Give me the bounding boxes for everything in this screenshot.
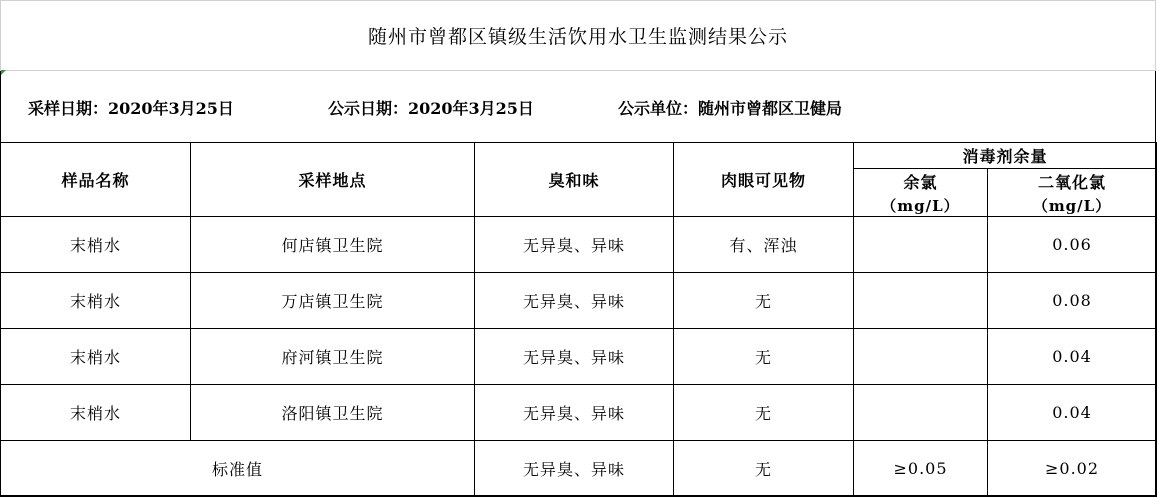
header-visible: 肉眼可见物 [674,143,854,217]
cell-odor: 无异臭、异味 [475,329,674,385]
header-chlorine-unit: （mg/L） [881,196,960,215]
header-sample-name: 样品名称 [1,143,191,217]
cell-visible: 无 [674,329,854,385]
publish-unit: 公示单位：随州市曾都区卫健局 [618,98,843,118]
cell-chlorine-dioxide: 0.08 [988,273,1157,329]
publish-date: 公示日期：2020年3月25日 [328,98,534,118]
standard-label: 标准值 [1,441,475,497]
cell-odor: 无异臭、异味 [475,217,674,273]
header-chlorine-dioxide-unit: （mg/L） [1032,196,1112,215]
cell-sample-name: 末梢水 [1,329,191,385]
table-row [1,385,1157,441]
header-chlorine [854,169,988,217]
cell-sample-name: 末梢水 [1,273,191,329]
sample-date: 采样日期：2020年3月25日 [28,98,234,118]
cell-visible: 无 [674,385,854,441]
cell-chlorine-dioxide: 0.06 [988,217,1157,273]
table-row [1,329,1157,385]
page-title-text: 随州市曾都区镇级生活饮用水卫生监测结果公示 [367,26,788,48]
table-row [1,273,1157,329]
cell-corner-marker [1,70,6,75]
cell-chlorine [854,217,988,273]
header-odor: 臭和味 [475,143,674,217]
header-residual-group: 消毒剂余量 [854,143,1157,169]
standard-odor: 无异臭、异味 [475,441,674,497]
header-chlorine-label: 余氯 [903,172,938,192]
cell-location: 万店镇卫生院 [191,273,475,329]
cell-chlorine [854,273,988,329]
cell-chlorine [854,385,988,441]
standard-row [1,441,1157,497]
cell-visible: 有、浑浊 [674,217,854,273]
standard-chlorine-dioxide: ≥0.02 [988,441,1157,497]
meta-info [28,96,842,118]
cell-sample-name: 末梢水 [1,217,191,273]
cell-sample-name: 末梢水 [1,385,191,441]
cell-location: 府河镇卫生院 [191,329,475,385]
standard-visible: 无 [674,441,854,497]
cell-visible: 无 [674,273,854,329]
cell-location: 洛阳镇卫生院 [191,385,475,441]
page-title [0,0,1156,71]
header-chlorine-dioxide [988,169,1157,217]
header-chlorine-dioxide-label: 二氧化氯 [1038,172,1107,192]
cell-odor: 无异臭、异味 [475,273,674,329]
cell-chlorine-dioxide: 0.04 [988,329,1157,385]
table-row [1,217,1157,273]
cell-chlorine [854,329,988,385]
cell-location: 何店镇卫生院 [191,217,475,273]
results-table [0,142,1157,497]
standard-chlorine: ≥0.05 [854,441,988,497]
cell-odor: 无异臭、异味 [475,385,674,441]
table-header-row [1,143,1157,169]
cell-chlorine-dioxide: 0.04 [988,385,1157,441]
header-location: 采样地点 [191,143,475,217]
